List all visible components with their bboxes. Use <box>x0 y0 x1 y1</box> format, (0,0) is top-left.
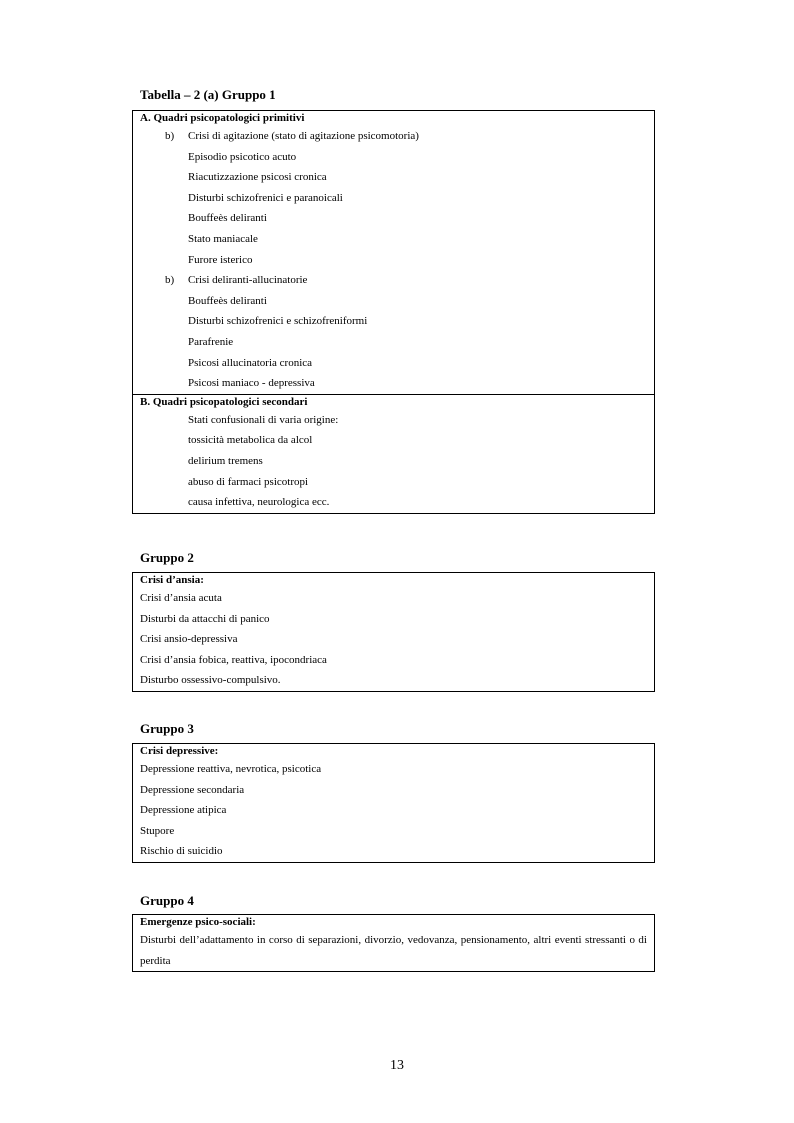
list-item: Depressione reattiva, nevrotica, psicotica <box>140 763 322 775</box>
group2-title: Crisi d’ansia: <box>140 574 204 586</box>
section-a-title: A. Quadri psicopatologici primitivi <box>140 112 305 124</box>
list-item: Depressione atipica <box>140 804 227 817</box>
list-item: Psicosi maniaco - depressiva <box>188 377 315 390</box>
list-item: Disturbi schizofrenici e paranoicali <box>188 191 343 204</box>
list-item: Disturbo ossessivo-compulsivo. <box>140 674 281 687</box>
list-item: Riacutizzazione psicosi cronica <box>188 171 327 184</box>
list-item: Episodio psicotico acuto <box>188 150 297 163</box>
group-label: Crisi deliranti-allucinatorie <box>188 274 308 287</box>
group3-title: Crisi depressive: <box>140 745 219 757</box>
group2-box <box>132 572 655 692</box>
group-label: Crisi di agitazione (stato di agitazione psicomotoria) <box>188 130 419 142</box>
page-number: 13 <box>390 1058 404 1073</box>
group3-section <box>133 744 654 862</box>
list-item: Parafrenie <box>188 335 234 348</box>
section-b <box>133 394 654 513</box>
section-a <box>133 111 654 394</box>
list-item: Stato maniacale <box>188 232 258 245</box>
list-item: Psicosi allucinatoria cronica <box>188 356 313 369</box>
list-item: Furore isterico <box>188 253 253 266</box>
list-item: delirium tremens <box>188 454 263 467</box>
group3-box <box>132 743 655 863</box>
list-item: Disturbi schizofrenici e schizofreniformi <box>188 315 368 328</box>
list-item: Depressione secondaria <box>140 783 245 796</box>
list-item: Stupore <box>140 824 175 837</box>
list-item: abuso di farmaci psicotropi <box>188 475 309 488</box>
list-item: Crisi d’ansia fobica, reattiva, ipocondriaca <box>140 653 327 666</box>
list-item: tossicità metabolica da alcol <box>188 434 313 447</box>
group4-section <box>133 915 654 971</box>
group-agitazione-title <box>140 126 654 147</box>
section-b-title: B. Quadri psicopatologici secondari <box>140 395 308 408</box>
list-item: Crisi ansio-depressiva <box>140 633 238 646</box>
group2-section <box>133 573 654 691</box>
list-marker: b) <box>165 130 175 142</box>
group4-box <box>132 914 655 972</box>
group4-title: Emergenze psico-sociali: <box>140 916 256 928</box>
list-item: Rischio di suicidio <box>140 845 223 858</box>
list-marker: b) <box>165 274 175 287</box>
list-item: Bouffeès deliranti <box>188 212 267 225</box>
list-item: Bouffeès deliranti <box>188 294 267 307</box>
table1-box <box>132 110 655 514</box>
table1-heading: Tabella – 2 (a) Gruppo 1 <box>140 87 276 102</box>
group3-heading: Gruppo 3 <box>140 721 194 736</box>
list-item: Disturbi da attacchi di panico <box>140 612 270 625</box>
group4-text: Disturbi dell’adattamento in corso di separazioni, divorzio, vedovanza, pensionamento, altri eventi stressanti o di perdita <box>140 934 647 967</box>
group-deliranti-title <box>140 270 654 291</box>
list-item: Crisi d’ansia acuta <box>140 592 222 604</box>
list-item: Stati confusionali di varia origine: <box>188 413 339 426</box>
list-item: causa infettiva, neurologica ecc. <box>188 496 330 509</box>
group2-heading: Gruppo 2 <box>140 550 194 565</box>
group4-heading: Gruppo 4 <box>140 893 194 908</box>
